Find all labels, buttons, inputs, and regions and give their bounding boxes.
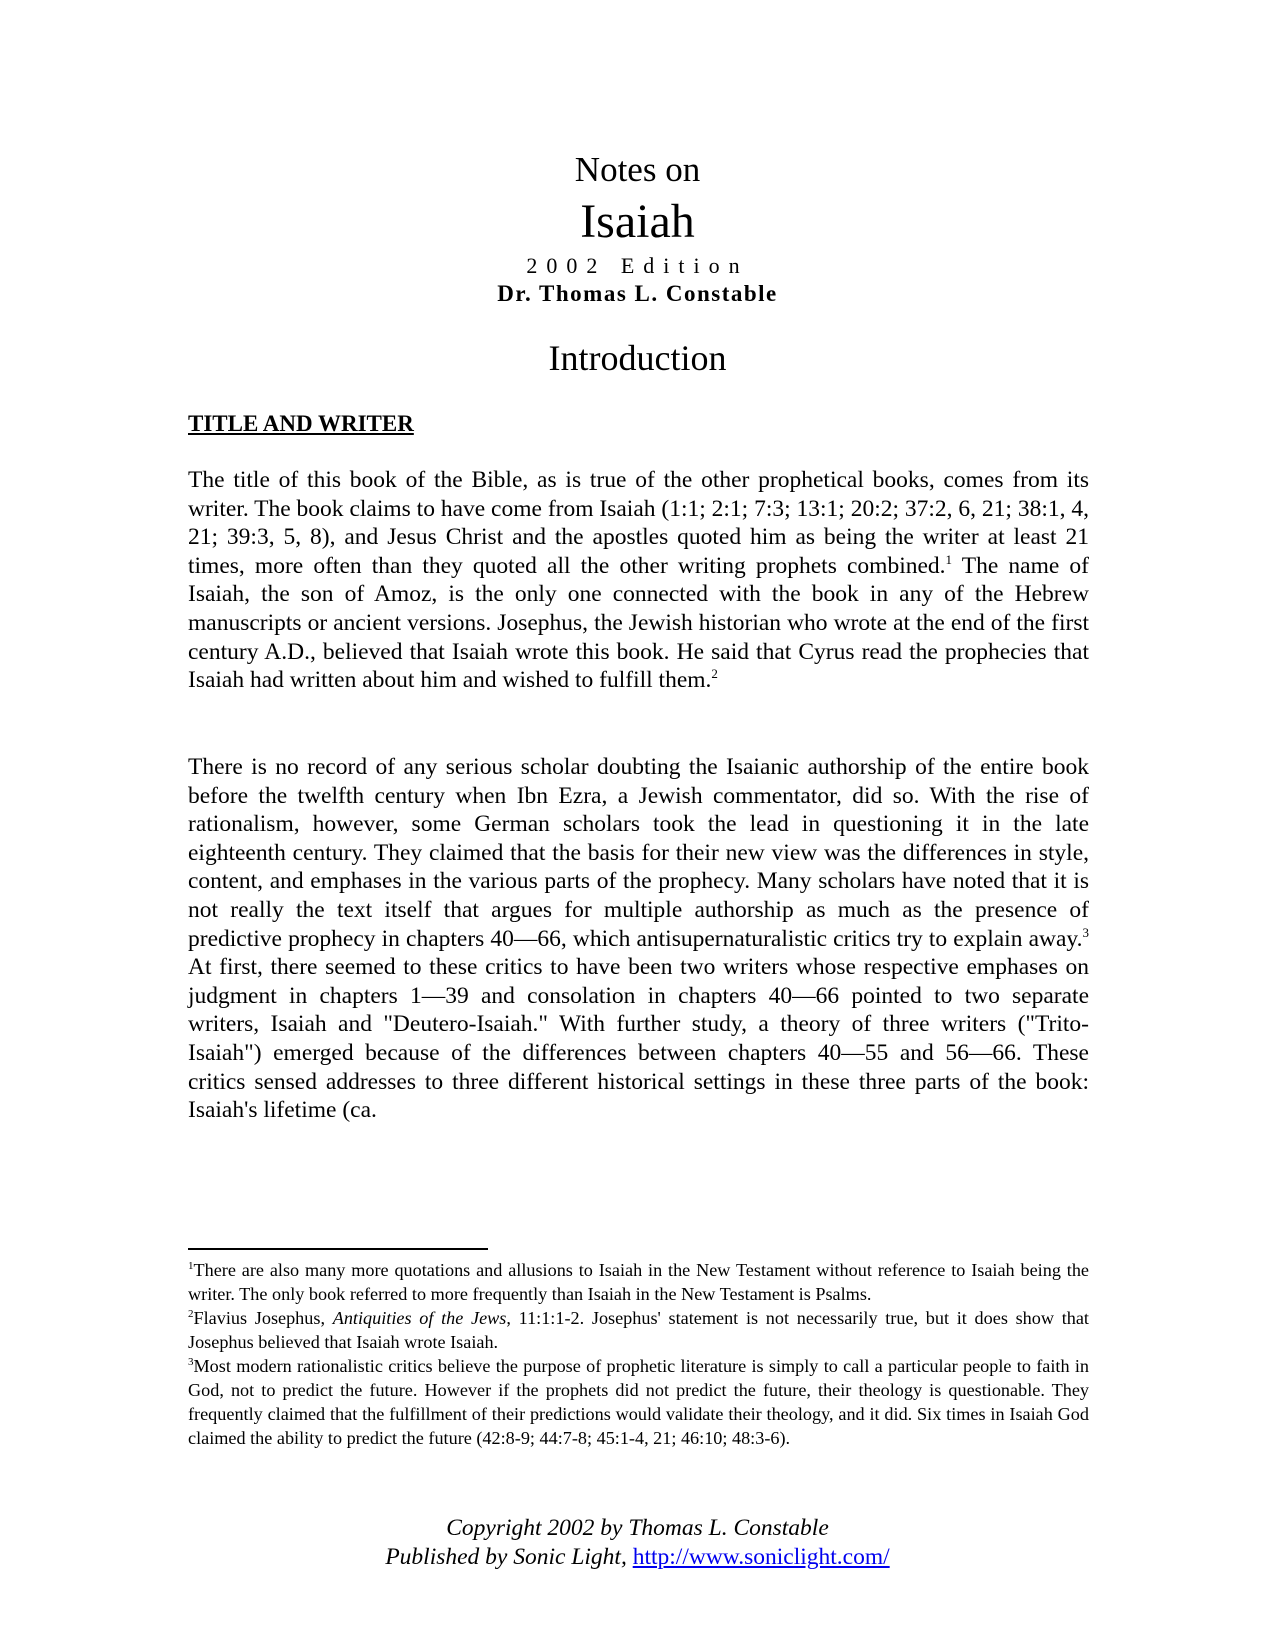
footnote-ref-2: 2 <box>711 666 718 682</box>
edition-label: 2002 Edition <box>526 253 749 278</box>
footnote-book-title: Antiquities of the Jews <box>332 1308 507 1328</box>
footnote-text: Most modern rationalistic critics believe the purpose of prophetic literature is simply to call a particular people to faith in God, not to predict the future. However if the prophets did not predict the future, their theology is questionable. They frequently claimed that the fulfillment of their predictions would validate their theology, and it did. Six times in Isaiah God claimed the ability to predict the future (42:8-9; 44:7-8; 45:1-4, 21; 46:10; 48:3-6). <box>188 1356 1089 1448</box>
website-link[interactable]: http://www.soniclight.com/ <box>632 1544 890 1570</box>
footnote-divider <box>188 1248 488 1250</box>
publisher-line <box>0 1543 1275 1572</box>
paragraph-1-text-b: The name of Isaiah, the son of Amoz, is the only one connected with the book in any of the Hebrew manuscripts or ancient versions. Josephus, the Jewish historian who wrote at the end of the first century A.D., believed that Isaiah wrote this book. He said that Cyrus read the prophecies that Isaiah had written about him and wished to fulfill them. <box>188 552 1090 694</box>
footnote-3 <box>188 1354 1089 1450</box>
publisher-text: Published by Sonic Light, <box>385 1544 633 1570</box>
footnote-number: 3 <box>188 1355 194 1368</box>
paragraph-1-text-a: The title of this book of the Bible, as is true of the other prophetical books, comes from its writer. The book claims to have come from Isaiah (1:1; 2:1; 7:3; 13:1; 20:2; 37:2, 6, 21; 38:1, 4, 21; 39:3, 5, 8), and Jesus Christ and the apostles quoted him as being the writer at least 21 times, more often than they quoted all the other writing prophets combined. <box>188 467 1089 579</box>
footnotes <box>188 1258 1089 1450</box>
section-title: Introduction <box>548 338 727 378</box>
notes-on-label: Notes on <box>574 150 701 189</box>
paragraph-2-text-b: At first, there seemed to these critics to have been two writers whose respective emphases on judgment in chapters 1—39 and consolation in chapters 40—66 pointed to two separate writers, Isaiah and "Deutero-Isaiah." With further study, a theory of three writers ("Trito-Isaiah") emerged because of the differences between chapters 40—55 and 56—66. These critics sensed addresses to three different historical settings in these three parts of the book: Isaiah's lifetime (ca. <box>188 954 1089 1124</box>
book-title: Isaiah <box>580 195 695 248</box>
footnote-text: There are also many more quotations and allusions to Isaiah in the New Testament without reference to Isaiah being the writer. The only book referred to more frequently than Isaiah in the New Testament is Psalms. <box>188 1260 1089 1304</box>
paragraph-1 <box>188 466 1089 695</box>
copyright-line: Copyright 2002 by Thomas L. Constable <box>446 1515 829 1541</box>
footnote-text: , 11:1:1-2. Josephus' statement is not necessarily true, but it does show that Josephus believed that Isaiah wrote Isaiah. <box>188 1308 1089 1352</box>
footnote-text: Flavius Josephus, <box>193 1308 333 1328</box>
paragraph-2-text-a: There is no record of any serious scholar doubting the Isaianic authorship of the entire book before the twelfth century when Ibn Ezra, a Jewish commentator, did so. With the rise of rationalism, however, some German scholars took the lead in questioning it in the late eighteenth century. They claimed that the basis for their new view was the differences in style, content, and emphases in the various parts of the prophecy. Many scholars have noted that it is not really the text itself that argues for multiple authorship as much as the presence of predictive prophecy in chapters 40—66, which antisupernaturalistic critics try to explain away. <box>188 754 1089 952</box>
footnote-number: 2 <box>188 1307 194 1320</box>
copyright-footer <box>0 1514 1275 1572</box>
footnote-1 <box>188 1258 1089 1306</box>
paragraph-2 <box>188 753 1089 1125</box>
footnote-ref-1: 1 <box>945 551 953 567</box>
author-name: Dr. Thomas L. Constable <box>497 281 778 306</box>
section-heading: TITLE AND WRITER <box>188 411 414 436</box>
footnote-2 <box>188 1306 1089 1354</box>
footnote-ref-3: 3 <box>1082 924 1089 940</box>
footnote-number: 1 <box>188 1259 194 1272</box>
